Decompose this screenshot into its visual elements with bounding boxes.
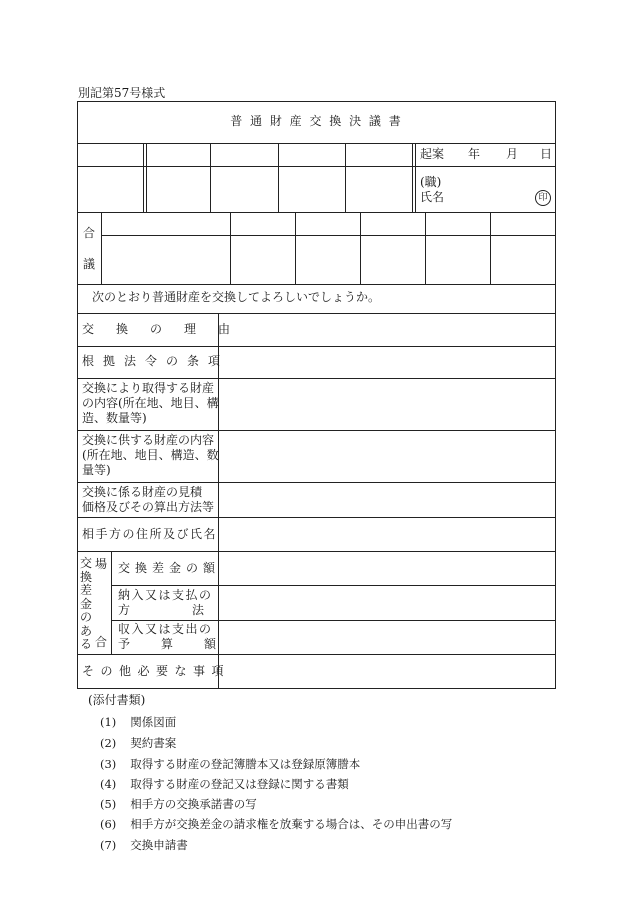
form-title: 普 通 財 産 交 換 決 議 書 (230, 114, 403, 128)
rule-council-bottom (77, 284, 556, 285)
attachment-number: (7) (100, 838, 117, 852)
rule-legal-basis (77, 378, 556, 379)
payment-method-line-1: 納入又は支払の (118, 588, 213, 602)
drafting-day: 日 (540, 147, 553, 161)
attachment-number: (1) (100, 715, 117, 729)
drafting-year: 年 (468, 147, 481, 161)
attachment-item (100, 735, 176, 751)
council-divider-3 (360, 212, 361, 284)
reason-label-text: 交換の理由 (82, 322, 253, 336)
council-divider-5 (490, 212, 491, 284)
reason-label (82, 322, 253, 337)
attachment-item (100, 837, 188, 853)
approval-divider-3 (278, 143, 279, 212)
legal-basis-label: 根拠法令の条項 (82, 354, 230, 368)
provided-property-label (82, 433, 219, 478)
council-char-2: 議 (83, 257, 96, 271)
attachment-item (100, 816, 452, 832)
rule-valuation (77, 517, 556, 518)
attachment-item (100, 756, 360, 772)
attachment-item (100, 776, 349, 792)
position-label: (職) (420, 175, 442, 189)
rule-difference-amount (111, 585, 556, 586)
difference-group-divider (111, 551, 112, 654)
attachment-number: (2) (100, 736, 117, 750)
difference-group-char: 換 (80, 569, 93, 584)
budget-label (118, 622, 248, 652)
difference-group-char: 差 (80, 583, 93, 597)
rule-counterparty (77, 551, 556, 552)
attachment-number: (3) (100, 757, 117, 771)
rule-payment-method (111, 620, 556, 621)
council-label-divider (101, 212, 102, 284)
council-char-1: 合 (83, 226, 96, 240)
rule-difference-group-bottom (77, 654, 556, 655)
attachment-text: 取得する財産の登記又は登録に関する書類 (130, 777, 349, 791)
drafting-date (420, 147, 553, 162)
valuation-line-2: 価格及びその算出方法等 (82, 500, 215, 514)
acquired-property-line-3: 造、数量等) (82, 411, 147, 425)
form-number: 別記第57号様式 (78, 86, 166, 100)
valuation-line-1: 交換に係る財産の見積 (82, 485, 203, 499)
attachments-title: (添付書類) (88, 693, 146, 707)
seal-icon: 印 (535, 190, 551, 206)
provided-property-line-2: (所在地、地目、構造、数 (82, 448, 219, 462)
rule-provided (77, 482, 556, 483)
counterparty-label: 相手方の住所及び氏名 (82, 527, 218, 541)
rule-acquired (77, 430, 556, 431)
acquired-property-line-1: 交換により取得する財産 (82, 381, 215, 395)
valuation-label (82, 485, 214, 515)
payment-method-label (118, 588, 267, 618)
approval-divider-2 (210, 143, 211, 212)
council-mid-rule (101, 235, 556, 236)
provided-property-line-3: 量等) (82, 463, 111, 477)
difference-group-char: あ (80, 623, 93, 638)
other-label: その他必要な事項 (82, 664, 231, 678)
difference-group-side-char-1: 場 (95, 557, 108, 571)
attachment-number: (6) (100, 817, 117, 831)
rule-approval-bottom (77, 212, 556, 213)
attachment-text: 関係図面 (130, 715, 177, 729)
approval-divider-4 (345, 143, 346, 212)
council-divider-1 (230, 212, 231, 284)
attachment-text: 相手方が交換差金の請求権を放棄する場合は、その申出書の写 (130, 817, 453, 831)
payment-method-line-2: 方法 (118, 603, 267, 617)
name-label: 氏名 (420, 190, 445, 204)
difference-amount-label: 交換差金の額 (118, 561, 221, 575)
attachment-text: 契約書案 (130, 736, 177, 750)
acquired-property-line-2: の内容(所在地、地目、構 (82, 396, 219, 410)
difference-group-side-char-2: 合 (95, 635, 108, 649)
rule-approval-header (77, 166, 556, 167)
budget-line-1: 収入又は支出の (118, 622, 213, 636)
council-divider-4 (425, 212, 426, 284)
difference-group-char: の (80, 610, 93, 624)
difference-group-char: 金 (80, 596, 93, 611)
budget-line-2: 予算額 (118, 637, 248, 651)
request-text: 次のとおり普通財産を交換してよろしいでしょうか。 (92, 290, 381, 304)
approval-divider-1 (143, 143, 147, 212)
drafting-month: 月 (506, 147, 519, 161)
attachment-number: (4) (100, 777, 117, 791)
attachment-item (100, 796, 257, 812)
provided-property-line-1: 交換に供する財産の内容 (82, 433, 215, 447)
label-column-divider (218, 313, 219, 689)
attachment-item (100, 714, 176, 730)
attachment-text: 相手方の交換承諾書の写 (130, 797, 257, 811)
attachment-number: (5) (100, 797, 117, 811)
rule-title (77, 143, 556, 144)
attachment-text: 取得する財産の登記簿謄本又は登録原簿謄本 (130, 757, 361, 771)
council-divider-2 (295, 212, 296, 284)
difference-group-char: る (80, 637, 93, 651)
rule-request-bottom (77, 313, 556, 314)
difference-group-label (80, 557, 94, 652)
rule-reason (77, 346, 556, 347)
approval-divider-5 (412, 143, 416, 212)
drafting-label: 起案 (420, 147, 445, 161)
acquired-property-label (82, 381, 219, 426)
attachment-text: 交換申請書 (130, 838, 188, 852)
difference-group-char: 交 (80, 556, 93, 570)
